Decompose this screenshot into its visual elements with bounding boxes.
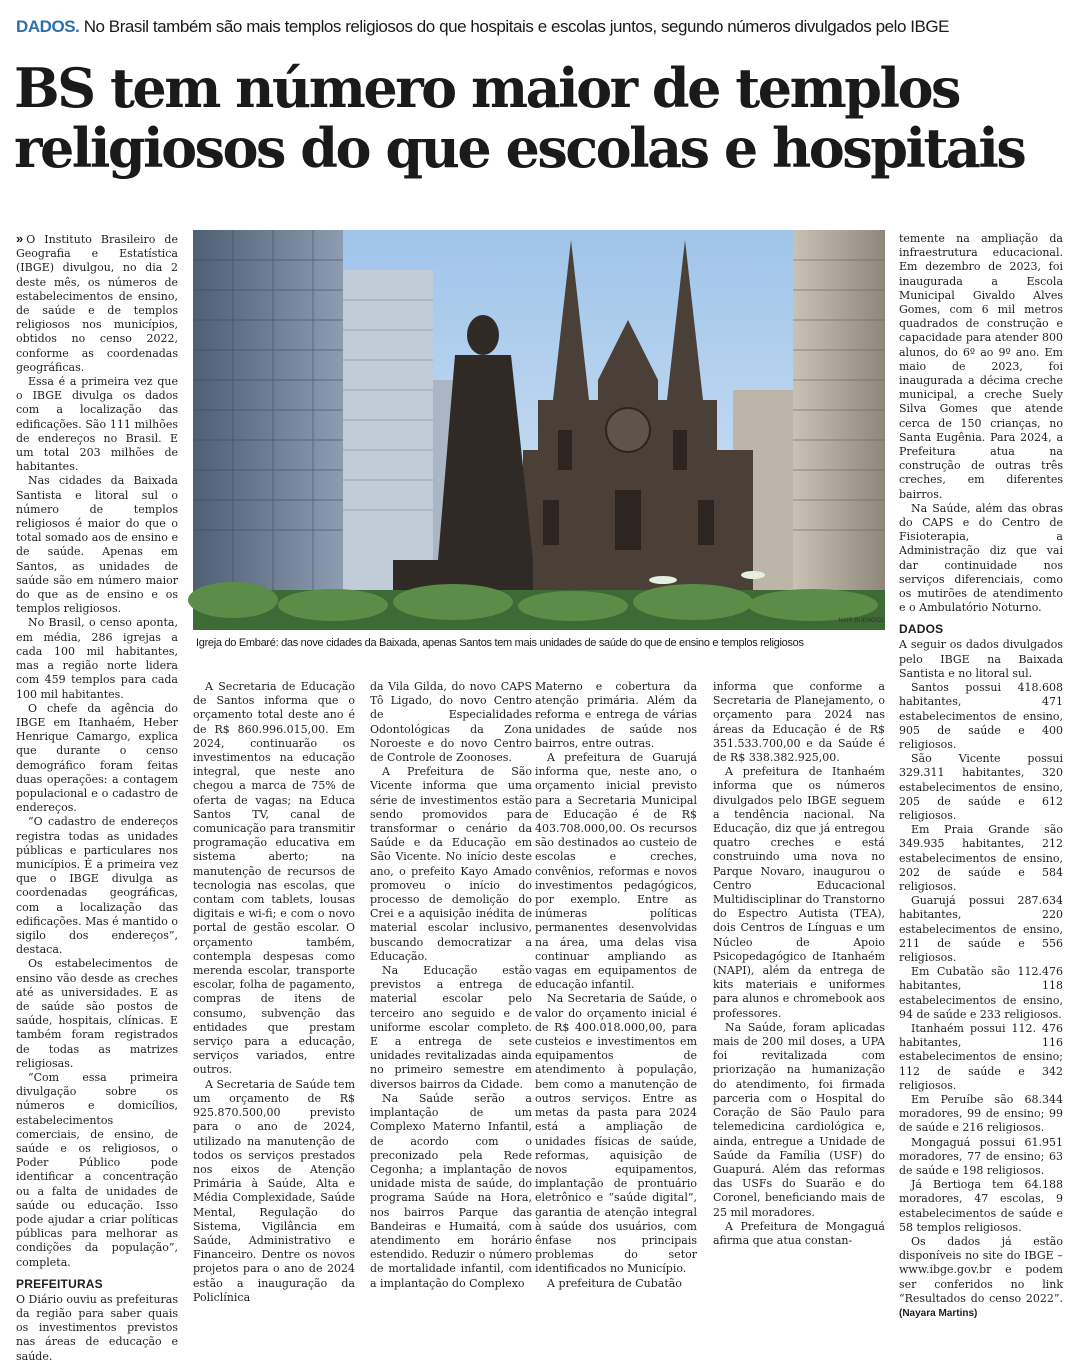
- headline-line-1: BS tem número maior de templos: [14, 56, 959, 120]
- paragraph: A Secretaria de Saúde tem um orçamento de R$ 925.870.500,00 previsto para o ano de 2024, utilizado na manutenção de todos os serviços prestados nos eixos de Atenção Primária à Saúde, Alta e Média Complexidade, Saúde Mental, Regulação do Sistema, Vigilância em Saúde, Administrativo e Financeiro. Dentre os novos projetos para o ano de 2024 estão a inauguração da Policlínica: [193, 1077, 355, 1304]
- section-heading-dados: DADOS: [899, 622, 944, 637]
- paragraph: São Vicente possui 329.311 habitantes, 320 estabelecimentos de ensino, 205 de saúde e 612 religiosos.: [899, 752, 1063, 822]
- paragraph: Essa é a primeira vez que o IBGE divulga os dados com a localização das edificações. São 111 milhões de endereços no Brasil. E um total 203 milhões de habitantes.: [16, 375, 178, 474]
- paragraph: temente na ampliação da infraestrutura educacional. Em dezembro de 2023, foi inaugurada a Escola Municipal Givaldo Alves Gomes, com 6 mil metros quadrados de construção e capacidade para atender 800 alunos, do 6º ao 9º ano. Em maio de 2023, foi inaugurada a décima creche municipal, a creche Suely Silva Gomes que atende cerca de 150 crianças, no Santa Eugênia. Para 2024, a Prefeitura atua na construção de outras três creches, em diferentes bairros.: [899, 232, 1063, 501]
- paragraph: Em Praia Grande são 349.935 habitantes, 212 estabelecimentos de ensino, 202 de saúde e 584 religiosos.: [899, 823, 1063, 893]
- article-column-3: [370, 680, 532, 1290]
- paragraph: A seguir os dados divulgados pelo IBGE na Baixada Santista e no litoral sul.: [899, 638, 1063, 680]
- article-column-5: [713, 680, 885, 1247]
- article-photo: [193, 230, 885, 630]
- paragraph: A Prefeitura de Mongaguá afirma que atua constan-: [713, 1219, 885, 1247]
- lead-paragraph: » O Instituto Brasileiro de Geografia e Estatística (IBGE) divulgou, no dia 2 deste mês, os números de estabelecimentos de ensino, de saúde e de templos religiosos nos municípios, obtidos no censo 2022, conforme as coordenadas geográficas.: [16, 231, 178, 374]
- paragraph: Santos possui 418.608 habitantes, 471 estabelecimentos de ensino, 905 de saúde e 400 religiosos.: [899, 681, 1063, 751]
- paragraph: Os dados já estão disponíveis no site do IBGE – www.ibge.gov.br e podem ser conferidos no link “Resultados do censo 2022”. (Nayara Martins): [899, 1235, 1063, 1320]
- photo-caption: Igreja do Embaré: das nove cidades da Baixada, apenas Santos tem mais unidades de saúde do que de ensino e templos religiosos: [196, 637, 804, 649]
- article-column-2: [193, 680, 355, 1304]
- paragraph: A prefeitura de Guarujá informa que, neste ano, o orçamento inicial previsto para a Secretaria Municipal de Educação é de R$ 403.708.000,00. Os recursos são destinados ao custeio de escolas e creches, convênios, reformas e novos investimentos pedagógicos, por exemplo. Entre as inúmeras políticas permanentes desenvolvidas na área, uma delas visa continuar ampliando as vagas em equipamentos de educação infantil.: [535, 751, 697, 992]
- double-chevron-icon: »: [16, 231, 24, 246]
- kicker-tag: DADOS.: [16, 17, 80, 36]
- paragraph: “O cadastro de endereços registra todas as unidades públicas e particulares nos municípios. É a primeira vez que o IBGE divulga as coordenadas geográficas, com a localização das edificações. Mas é mantido o sigilo dos endereços”, destaca.: [16, 815, 178, 957]
- paragraph: Na Educação estão previstos a entrega de material escolar pelo terceiro ano seguido e de uniforme escolar completo. E a entrega de sete unidades revitalizadas ainda no primeiro semestre em diversos bairros da Cidade.: [370, 964, 532, 1091]
- article-column-4: [535, 680, 697, 1290]
- paragraph: Na Saúde, foram aplicadas mais de 200 mil doses, a UPA foi revitalizada com priorização na humanização do atendimento, foi firmada parceria com o Hospital do Coração de São Paulo para telemedicina cardiológica e, ainda, entregue a Unidade de Saúde da Família (USF) do Guapurá. Além das reformas das USFs do Suarão e do Coronel, beneficiando mais de 25 mil moradores.: [713, 1020, 885, 1219]
- paragraph: A Prefeitura de São Vicente informa que uma série de investimentos estão sendo promovidos para transformar o cenário da Saúde e da Educação em São Vicente. No início deste ano, o prefeito Kayo Amado promoveu o início do processo de demolição do Crei e a aquisição inédita de material escolar inclusivo, buscando democratizar a Educação.: [370, 765, 532, 963]
- paragraph: Materno e cobertura da atenção primária. Além da reforma e entrega de várias unidades de saúde nos bairros, entre outras.: [535, 680, 697, 750]
- paragraph: Nas cidades da Baixada Santista e litoral sul o número de templos religiosos é maior do que o total somado aos de ensino e de saúde. Apenas em Santos, as unidades de saúde são em número maior do que as de ensino e os templos religiosos.: [16, 474, 178, 616]
- paragraph: O chefe da agência do IBGE em Itanhaém, Heber Henrique Camargo, explica que durante o censo demográfico foram feitas duas operações: a contagem populacional e o cadastro de endereços.: [16, 701, 178, 815]
- paragraph: Em Peruíbe são 68.344 moradores, 99 de ensino; 99 de saúde e 216 religiosos.: [899, 1092, 1063, 1135]
- paragraph: O Diário ouviu as prefeituras da região para saber quais os investimentos previstos nas áreas de educação e saúde.: [16, 1292, 178, 1363]
- paragraph: informa que conforme a Secretaria de Planejamento, o orçamento para 2024 nas áreas da Educação é de R$ 351.533.700,00 e da Saúde é de R$ 338.382.925,00.: [713, 680, 885, 765]
- article-column-1: [16, 231, 178, 1363]
- paragraph: Na Saúde, além das obras do CAPS e do Centro de Fisioterapia, a Administração diz que vai dar continuidade nos serviços diferenciais, como os mutirões de atendimento e o Ambulatório Noturno.: [899, 501, 1063, 615]
- kicker: [16, 16, 1066, 38]
- paragraph: A prefeitura de Itanhaém informa que os números divulgados pelo IBGE seguem a tendência nacional. Na Educação, diz que já entregou quatro creches e está construindo uma nova no Parque Novaro, inaugurou o Centro Educacional Multidisciplinar do Transtorno do Espectro Autista (TEA), dois Centros de Línguas e um Núcleo de Apoio Psicopedagógico de Itanhaém (NAPI), além da entrega de kits materiais e uniformes para alunos e chromebook aos professores.: [713, 765, 885, 1020]
- headline: [14, 58, 1069, 178]
- author-signature: (Nayara Martins): [899, 1308, 978, 1320]
- paragraph: Os estabelecimentos de ensino vão desde as creches até as universidades. E as de saúde são postos de saúde, hospitais, clínicas. E também foram registrados de todas as matrizes religiosas.: [16, 957, 178, 1070]
- paragraph: Mongaguá possui 61.951 moradores, 77 de ensino; 63 de saúde e 198 religiosos.: [899, 1135, 1063, 1177]
- paragraph: Em Cubatão são 112.476 habitantes, 118 estabelecimentos de ensino, 94 de saúde e 233 religiosos.: [899, 965, 1063, 1021]
- paragraph: “Com essa primeira divulgação sobre os números e domicílios, estabelecimentos comerciais, de ensino, de saúde e os religiosos, o Poder Público pode identificar a concentração ou a falta de unidades de saúde ou educação. Isso pode ajudar a criar políticas públicas para melhorar as condições da população”, completa.: [16, 1070, 178, 1269]
- article-column-6: [899, 232, 1063, 1320]
- paragraph: A Secretaria de Educação de Santos informa que o orçamento total deste ano é de R$ 860.996.015,00. Em 2024, continuarão os investimentos na educação integral, que neste ano chegou a marca de 75% de oferta de vagas; na Educa Santos TV, canal de comunicação para transmitir programação educativa em sistema aberto; na manutenção de recursos de tecnologia nas escolas, que contam com tablets, lousas digitais e wi-fi; e com o novo portal de gestão escolar. O orçamento também, contempla despesas como merenda escolar, transporte escolar, folha de pagamento, compras de itens de consumo, subvenção das entidades que prestam serviço para a educação, serviços variados, entre outros.: [193, 680, 355, 1077]
- paragraph: Itanhaém possui 112. 476 habitantes, 116 estabelecimentos de ensino; 112 de saúde e 342 religiosos.: [899, 1021, 1063, 1092]
- headline-line-2: religiosos do que escolas e hospitais: [14, 116, 1025, 180]
- paragraph: Na Saúde serão a implantação de um Complexo Materno Infantil, de acordo com o preconizado pela Rede Cegonha; a implantação de unidade mista de saúde, do programa Saúde na Hora, nos bairros Parque das Bandeiras e Humaitá, com atendimento em horário estendido. Reduzir o número de mortalidade infantil, com a implantação do Complexo: [370, 1091, 532, 1290]
- paragraph: Na Secretaria de Saúde, o valor do orçamento inicial é de R$ 400.018.000,00, para custeios e investimentos em equipamentos de atendimento à população, bem como a manutenção de outros serviços. Entre as metas da pasta para 2024 está a ampliação de unidades físicas de saúde, reformas, aquisição de novos equipamentos, implantação de prontuário eletrônico e “saúde digital”, garantia de atenção integral à saúde dos usuários, com ênfase nos principais problemas do setor identificados no Município.: [535, 992, 697, 1276]
- paragraph: No Brasil, o censo aponta, em média, 286 igrejas a cada 100 mil habitantes, mas a região norte lidera com 459 templos para cada 100 mil habitantes.: [16, 616, 178, 701]
- paragraph: da Vila Gilda, do novo CAPS Tô Ligado, do novo Centro de Especialidades Odontológicas da Zona Noroeste e do novo Centro de Controle de Zoonoses.: [370, 680, 532, 765]
- church-photo-illustration: [193, 230, 885, 630]
- section-heading-prefeituras: PREFEITURAS: [16, 1276, 103, 1291]
- paragraph: A prefeitura de Cubatão: [547, 1276, 682, 1290]
- paragraph: Já Bertioga tem 64.188 moradores, 47 escolas, 9 estabelecimentos de saúde e 58 templos religiosos.: [899, 1178, 1063, 1234]
- paragraph: Guarujá possui 287.634 habitantes, 220 estabelecimentos de ensino, 211 de saúde e 556 religiosos.: [899, 894, 1063, 964]
- kicker-text: No Brasil também são mais templos religiosos do que hospitais e escolas juntos, segundo números divulgados pelo IBGE: [83, 17, 950, 36]
- photo-credit: NAIR BUENO/DL: [838, 618, 885, 624]
